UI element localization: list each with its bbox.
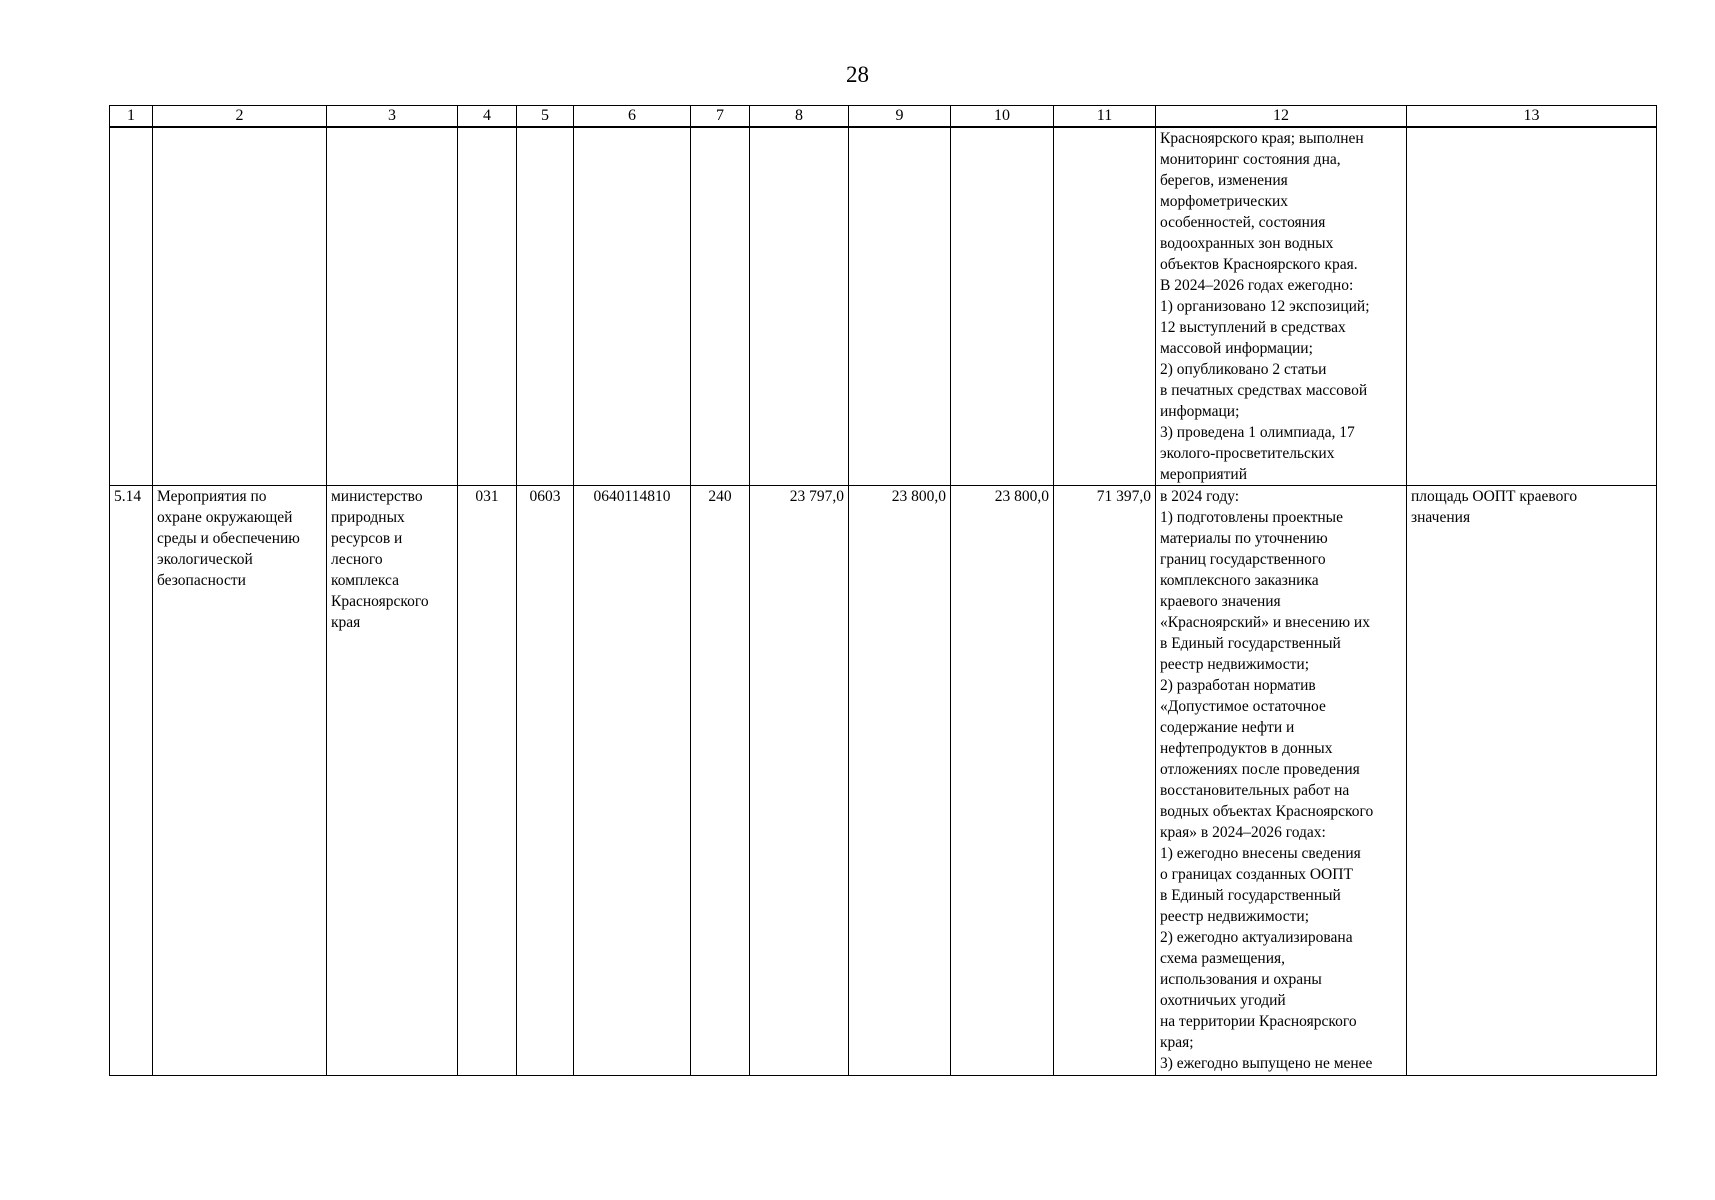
text-line: 1) подготовлены проектные: [1160, 509, 1343, 526]
text-line: в 2024 году:: [1160, 488, 1240, 505]
column-header: 6: [574, 106, 691, 128]
text-line: края: [331, 614, 361, 631]
text-line: значения: [1411, 509, 1471, 526]
table-cell: [849, 127, 951, 486]
text-line: отложениях после проведения: [1160, 761, 1360, 778]
table-row: [110, 486, 1657, 1076]
text-line: охотничьих угодий: [1160, 992, 1286, 1009]
rzpr-cell: 0603: [517, 486, 574, 1076]
column-header: 1: [110, 106, 153, 128]
table-cell: [1407, 127, 1657, 486]
text-line: водоохранных зон водных: [1160, 235, 1334, 252]
text-line: безопасности: [157, 572, 246, 589]
column-header: 5: [517, 106, 574, 128]
amount-total-cell: 71 397,0: [1054, 486, 1156, 1076]
text-line: края;: [1160, 1034, 1194, 1051]
text-line: 1) ежегодно внесены сведения: [1160, 845, 1361, 862]
text-line: 3) проведена 1 олимпиада, 17: [1160, 424, 1355, 441]
table-cell: [327, 127, 458, 486]
text-line: «Красноярский» и внесению их: [1160, 614, 1370, 631]
page-number: 28: [846, 62, 869, 87]
text-line: информаци;: [1160, 403, 1240, 420]
text-line: содержание нефти и: [1160, 719, 1295, 736]
table-cell: [517, 127, 574, 486]
program-table: [109, 105, 1657, 1076]
text-line: объектов Красноярского края.: [1160, 256, 1358, 273]
table-cell: [110, 127, 153, 486]
text-line: мероприятий: [1160, 466, 1248, 483]
vr-cell: 240: [691, 486, 750, 1076]
text-line: 12 выступлений в средствах: [1160, 319, 1346, 336]
text-line: В 2024–2026 годах ежегодно:: [1160, 277, 1354, 294]
text-line: краевого значения: [1160, 593, 1281, 610]
text-line: реестр недвижимости;: [1160, 908, 1310, 925]
text-line: на территории Красноярского: [1160, 1013, 1357, 1030]
table-cell: [750, 127, 849, 486]
measure-name-cell: [153, 486, 327, 1076]
text-line: в Единый государственный: [1160, 887, 1341, 904]
text-line: особенностей, состояния: [1160, 214, 1326, 231]
text-line: морфометрических: [1160, 193, 1289, 210]
column-header: 9: [849, 106, 951, 128]
text-line: министерство: [331, 488, 423, 505]
column-header: 11: [1054, 106, 1156, 128]
text-line: 2) ежегодно актуализирована: [1160, 929, 1353, 946]
amount-2024-cell: 23 797,0: [750, 486, 849, 1076]
text-line: реестр недвижимости;: [1160, 656, 1310, 673]
text-line: среды и обеспечению: [157, 530, 300, 547]
text-line: 1) организовано 12 экспозиций;: [1160, 298, 1370, 315]
csr-cell: 0640114810: [574, 486, 691, 1076]
column-header: 10: [951, 106, 1054, 128]
text-line: 3) ежегодно выпущено не менее: [1160, 1055, 1373, 1072]
text-line: комплексного заказника: [1160, 572, 1319, 589]
text-line: Красноярского края; выполнен: [1160, 130, 1364, 147]
text-line: «Допустимое остаточное: [1160, 698, 1326, 715]
row-number: 5.14: [110, 486, 153, 1076]
result-cell-continued: [1156, 127, 1407, 486]
text-line: в печатных средствах массовой: [1160, 382, 1368, 399]
text-line: Мероприятия по: [157, 488, 267, 505]
text-line: схема размещения,: [1160, 950, 1286, 967]
amount-2025-cell: 23 800,0: [849, 486, 951, 1076]
column-header: 2: [153, 106, 327, 128]
text-line: экологической: [157, 551, 253, 568]
column-header: 4: [458, 106, 517, 128]
text-line: комплекса: [331, 572, 400, 589]
text-line: эколого-просветительских: [1160, 445, 1335, 462]
text-line: берегов, изменения: [1160, 172, 1288, 189]
column-header: 12: [1156, 106, 1407, 128]
table-cell: [691, 127, 750, 486]
amount-2026-cell: 23 800,0: [951, 486, 1054, 1076]
text-line: ресурсов и: [331, 530, 403, 547]
grbs-cell: 031: [458, 486, 517, 1076]
text-line: охране окружающей: [157, 509, 293, 526]
column-header: 8: [750, 106, 849, 128]
indicator-cell: [1407, 486, 1657, 1076]
text-line: 2) опубликовано 2 статьи: [1160, 361, 1327, 378]
text-line: лесного: [331, 551, 383, 568]
text-line: края» в 2024–2026 годах:: [1160, 824, 1326, 841]
column-header: 3: [327, 106, 458, 128]
text-line: о границах созданных ООПТ: [1160, 866, 1353, 883]
table-cell: [574, 127, 691, 486]
table-cell: [951, 127, 1054, 486]
table-cell: [458, 127, 517, 486]
text-line: в Единый государственный: [1160, 635, 1341, 652]
executor-cell: [327, 486, 458, 1076]
text-line: нефтепродуктов в донных: [1160, 740, 1333, 757]
text-line: 2) разработан норматив: [1160, 677, 1316, 694]
text-line: мониторинг состояния дна,: [1160, 151, 1341, 168]
text-line: границ государственного: [1160, 551, 1326, 568]
result-cell: [1156, 486, 1407, 1076]
text-line: природных: [331, 509, 405, 526]
column-header: 13: [1407, 106, 1657, 128]
text-line: материалы по уточнению: [1160, 530, 1328, 547]
table-cell: [1054, 127, 1156, 486]
continuation-row: [110, 127, 1657, 486]
text-line: водных объектах Красноярского: [1160, 803, 1374, 820]
table-cell: [153, 127, 327, 486]
text-line: Красноярского: [331, 593, 429, 610]
text-line: площадь ООПТ краевого: [1411, 488, 1578, 505]
column-header: 7: [691, 106, 750, 128]
column-number-row: [110, 106, 1657, 128]
text-line: восстановительных работ на: [1160, 782, 1350, 799]
text-line: массовой информации;: [1160, 340, 1313, 357]
text-line: использования и охраны: [1160, 971, 1322, 988]
